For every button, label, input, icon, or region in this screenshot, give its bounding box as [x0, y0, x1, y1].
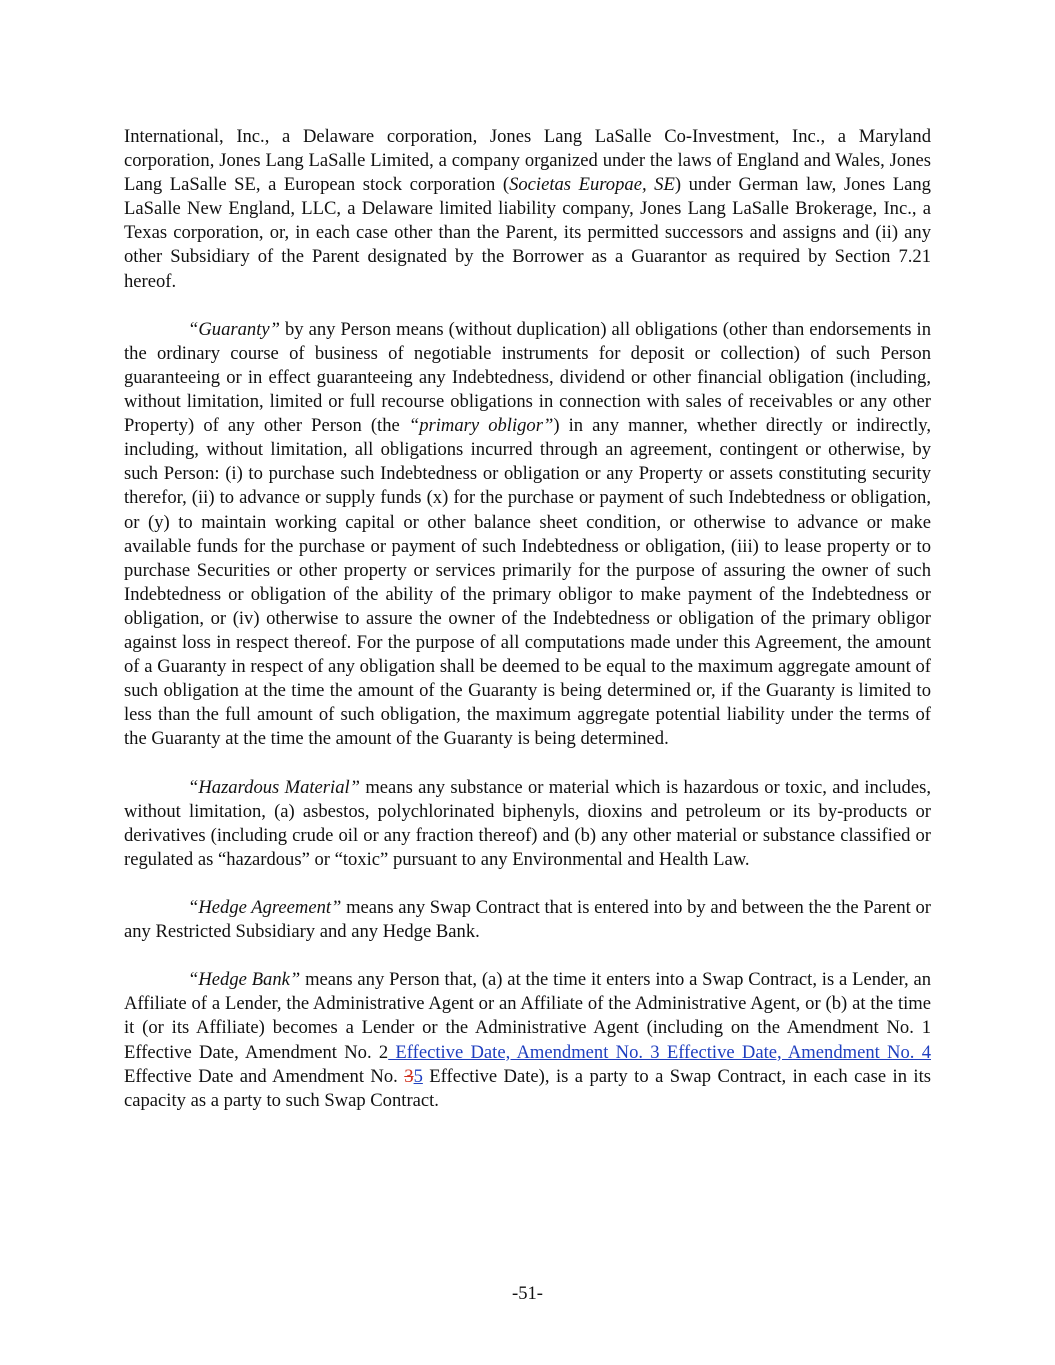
italic-text: Societas Europae, SE — [509, 174, 675, 196]
defined-term-hazardous-material: “Hazardous Material” — [188, 776, 361, 798]
document-page — [124, 125, 931, 1137]
paragraph-text: Effective Date and Amendment No. — [124, 1065, 405, 1087]
paragraph-text: by any Person means (without duplication) all obligations (other than endorsements in the ordinary course of business of negotiable instruments for deposit or collection) of such Person guaranteeing or in effect guaranteeing any Indebtedness, dividend or other financial obligation (including, without limitation, limited or full recourse obligations in connection with sales of receivables or any other Property) of any other Person (the — [124, 318, 931, 437]
paragraph-guaranty — [124, 318, 931, 752]
paragraph-guarantor-continued — [124, 125, 931, 294]
paragraph-text: ) under German law, Jones Lang LaSalle New England, LLC, a Delaware limited liability company, Jones Lang LaSalle Brokerage, Inc., a Texas corporation, or, in each case other than the Parent, its permitted successors and assigns and (ii) any other Subsidiary of the Parent designated by the Borrower as a Guarantor as required by Section 7.21 hereof. — [124, 174, 931, 292]
paragraph-text: ) in any manner, whether directly or indirectly, including, without limitation, all obligations incurred through an agreement, contingent or otherwise, by such Person: (i) to purchase such Indebtedness or obligation or any Property or assets constituting security therefor, (ii) to advance or supply funds (x) for the purchase or payment of such Indebtedness or obligation, or (y) to maintain working capital or other balance sheet condition, or otherwise to advance or make available funds for the purchase or payment of such Indebtedness or obligation, (iii) to lease property or to purchase Securities or other property or services primarily for the purpose of assuring the owner of such Indebtedness or obligation of the ability of the primary obligor to make payment of the Indebtedness or obligation, or (iv) otherwise to assure the owner of the Indebtedness or obligation of the primary obligor against loss in respect thereof. For the purpose of all computations made under this Agreement, the amount of a Guaranty in respect of any obligation shall be deemed to be equal to the maximum aggregate amount of such obligation at the time the amount of the Guaranty is being determined or, if the Guaranty is limited to less than the full amount of such obligation, the maximum aggregate potential liability under the terms of the Guaranty at the time the amount of the Guaranty is being determined. — [124, 415, 931, 750]
paragraph-hedge-bank — [124, 968, 931, 1113]
page-number: -51- — [512, 1283, 543, 1304]
paragraph-hedge-agreement — [124, 896, 931, 944]
deleted-text: 3 — [404, 1065, 414, 1087]
paragraph-text: means any Person that, (a) at the time it enters into a Swap Contract, is a Lender, an Affiliate of a Lender, the Administrative Agent or an Affiliate of the Administrative Agent, or (b) at the time it (or its Affiliate) becomes a Lender or the Administrative Agent (including on the Amendment No. 1 Effective Date, Amendment No. 2 — [124, 969, 932, 1063]
defined-term-primary-obligor: “primary obligor” — [408, 415, 554, 437]
paragraph-text: Effective Date), is a party to a Swap Contract, in each case in its capacity as a party to such Swap Contract. — [124, 1065, 932, 1111]
paragraph-hazardous-material — [124, 776, 931, 872]
paragraph-text: means any Swap Contract that is entered into by and between the the Parent or any Restricted Subsidiary and any Hedge Bank. — [124, 897, 931, 943]
paragraph-text: International, Inc., a Delaware corporation, Jones Lang LaSalle Co-Investment, Inc., a Maryland corporation, Jones Lang LaSalle Limited, a company organized under the laws of England and Wales, Jones Lang LaSalle SE, a European stock corporation ( — [124, 126, 931, 196]
paragraph-text: means any substance or material which is hazardous or toxic, and includes, without limitation, (a) asbestos, polychlorinated biphenyls, dioxins and petroleum or its by-products or derivatives (including crude oil or any fraction thereof) and (b) any other material or substance classified or regulated as “hazardous” or “toxic” pursuant to any Environmental and Health Law. — [124, 776, 931, 870]
defined-term-hedge-agreement: “Hedge Agreement” — [188, 897, 342, 918]
inserted-text: 5 — [413, 1065, 423, 1087]
defined-term-hedge-bank: “Hedge Bank” — [188, 969, 301, 991]
defined-term-guaranty: “Guaranty” — [188, 318, 280, 340]
inserted-text: Effective Date, Amendment No. 3 Effective Date, Amendment No. 4 — [388, 1041, 931, 1063]
